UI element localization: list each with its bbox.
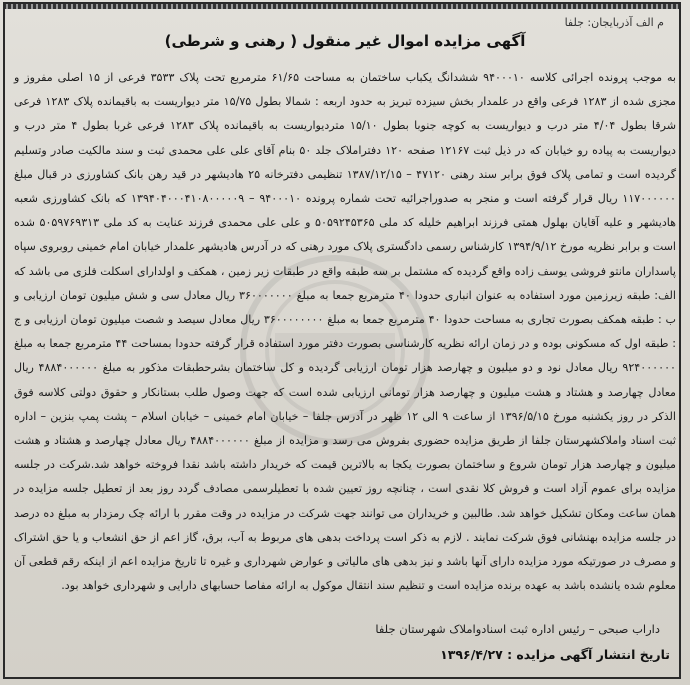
tracking-code: م الف آذربایجان: جلفا (564, 16, 664, 29)
publish-date: تاریخ انتشار آگهی مزایده : ۱۳۹۶/۴/۲۷ (440, 647, 670, 662)
notice-body: به موجب پرونده اجرائی کلاسه ۹۴۰۰۰۱۰ ششدانگ یکباب ساختمان به مساحت ۶۱/۶۵ مترمربع تحت پلاک ۳۵۳۳ فرعی از ۱۵ اصلی مفروز و مجزی شده از ۱۲۸۳ فرعی واقع در علمدار بخش سیزده تبریز به حدود اربعه : شمالا بطول ۱۵/۷۵ متر دیواریست به باقیمانده پلاک ۱۲۸۳ فرعی شرقا بطول ۴/۰۴ متر درب و دیواریست به کوچه جنوبا بطول ۱۵/۱۰ متردیواریست به باقیمانده پلاک ۱۲۸۳ فرعی غربا بطول ۴ متر درب و دیواریست به پیاده رو خیابان که در ذیل ثبت ۱۲۱۶۷ صفحه ۱۲۰ دفتراملاک جلد ۵۰ بنام آقای علی علی محمدی ثبت و سند مالکیت صادر وتسلیم گردیده است و تمامی پلاک فوق برابر سند رهنی ۴۷۱۲۰ – ۱۳۸۷/۱۲/۱۵ تنظیمی دفترخانه ۲۵ هادیشهر در قید رهن بانک کشاورزی در قبال مبلغ ۱۱۷۰۰۰۰۰۰ ریال قرار گرفته است و منجر به صدوراجرائیه تحت شماره پرونده ۹۴۰۰۰۱۰ – ۱۳۹۴۰۴۰۰۰۴۱۰۸۰۰۰۰۰۹ که بانک کشاورزی شعبه هادیشهر و علیه آقایان بهلول همتی فرزند ابراهیم خلیله کد ملی ۵۰۵۹۲۴۵۳۶۵ و علی علی محمدی فرزند عنایت به کد ملی ۵۰۵۹۷۶۹۳۱۳ شده است و برابر نظریه مورخ ۱۳۹۴/۹/۱۲ کارشناس رسمی دادگستری پلاک مورد رهنی که در آدرس هادیشهر علمدار خیابان امام خمینی روبروی سپاه پاسداران مانتو فروشی یوسف زاده واقع گردیده که مشتمل بر سه طبقه واقع در طبقات زیر زمین ، همکف و اولدارای اسکلت فلزی می باشد که الف: طبقه زیرزمین مورد استفاده به عنوان انباری حدودا ۴۰ مترمربع جمعا به مبلغ ۳۶۰۰۰۰۰۰۰ ریال معادل سی و شش میلیون تومان ارزیابی و ب : طبقه همکف بصورت تجاری به مساحت حدودا ۴۰ مترمربع جمعا به مبلغ ۳۶۰۰۰۰۰۰۰۰ ریال معادل سیصد و شصت میلیون تومان ارزیابی و ج : طبقه اول که مسکونی بوده و در زمان ارائه نظریه کارشناسی بصورت دفتر مورد استفاده قرار گرفته حدودا بمساحت ۴۴ مترمربع جمعا به مبلغ ۹۲۴۰۰۰۰۰۰ ریال معادل نود و دو میلیون و چهارصد هزار تومان ارزیابی گردیده و کل ساختمان بشرحطبقات مذکور به مبلغ ۴۸۸۴۰۰۰۰۰۰ ریال معادل چهارصد و هشتاد و هشت میلیون و چهارصد هزار تومانی ارزیابی شده است که جهت وصول طلب بستانکار و حقوق دولتی کلاسه فوق الذکر در روز یکشنبه مورخ ۱۳۹۶/۵/۱۵ از ساعت ۹ الی ۱۲ ظهر در آدرس جلفا – خیابان امام خمینی – خیابان اسلام – پشت پمپ بنزین – اداره ثبت اسناد واملاکشهرستان جلفا از طریق مزایده حضوری بفروش می رسد و مزایده از مبلغ ۴۸۸۴۰۰۰۰۰۰ ریال معادل چهارصد و هشتاد و هشت میلیون و چهارصد هزار تومان شروع و ساختمان بصورت یکجا به بالاترین قیمت که خریدار داشته باشد نقدا فروخته خواهد شد.شرکت در جلسه مزایده برای عموم آزاد است و فروش کلا نقدی است ، چنانچه روز تعیین شده با تعطیلرسمی مصادف گردد روز بعد از تعطیل جلسه مزایده در همان ساعت ومکان تشکیل خواهد شد. طالبین و خریداران می توانند جهت شرکت در مزایده در وقت مقرر با ارائه چک رمزدار به مبلغ ده درصد در جلسه مزایده بهنشانی فوق شرکت نمایند . لازم به ذکر است پرداخت بدهی های مربوط به آب، برق، گاز اعم از حق انشعاب و یا حق اشتراک و مصرف در صورتیکه مورد مزایده دارای آنها باشد و نیز بدهی های مالیاتی و عوارض شهرداری و غیره تا تاریخ مزایده اعم از اینکه رقم قطعی آن معلوم شده یانشده باشد به عهده برنده مزایده است و تنظیم سند انتقال موکول به ارائه مفاصا حسابهای دارایی و شهرداری خواهد بود. (14, 71, 677, 593)
signature-line: داراب صبحی – رئیس اداره ثبت اسنادواملاک شهرستان جلفا (375, 622, 660, 636)
notice-title: آگهی مزایده اموال غیر منقول ( رهنی و شرطی) (164, 32, 526, 50)
